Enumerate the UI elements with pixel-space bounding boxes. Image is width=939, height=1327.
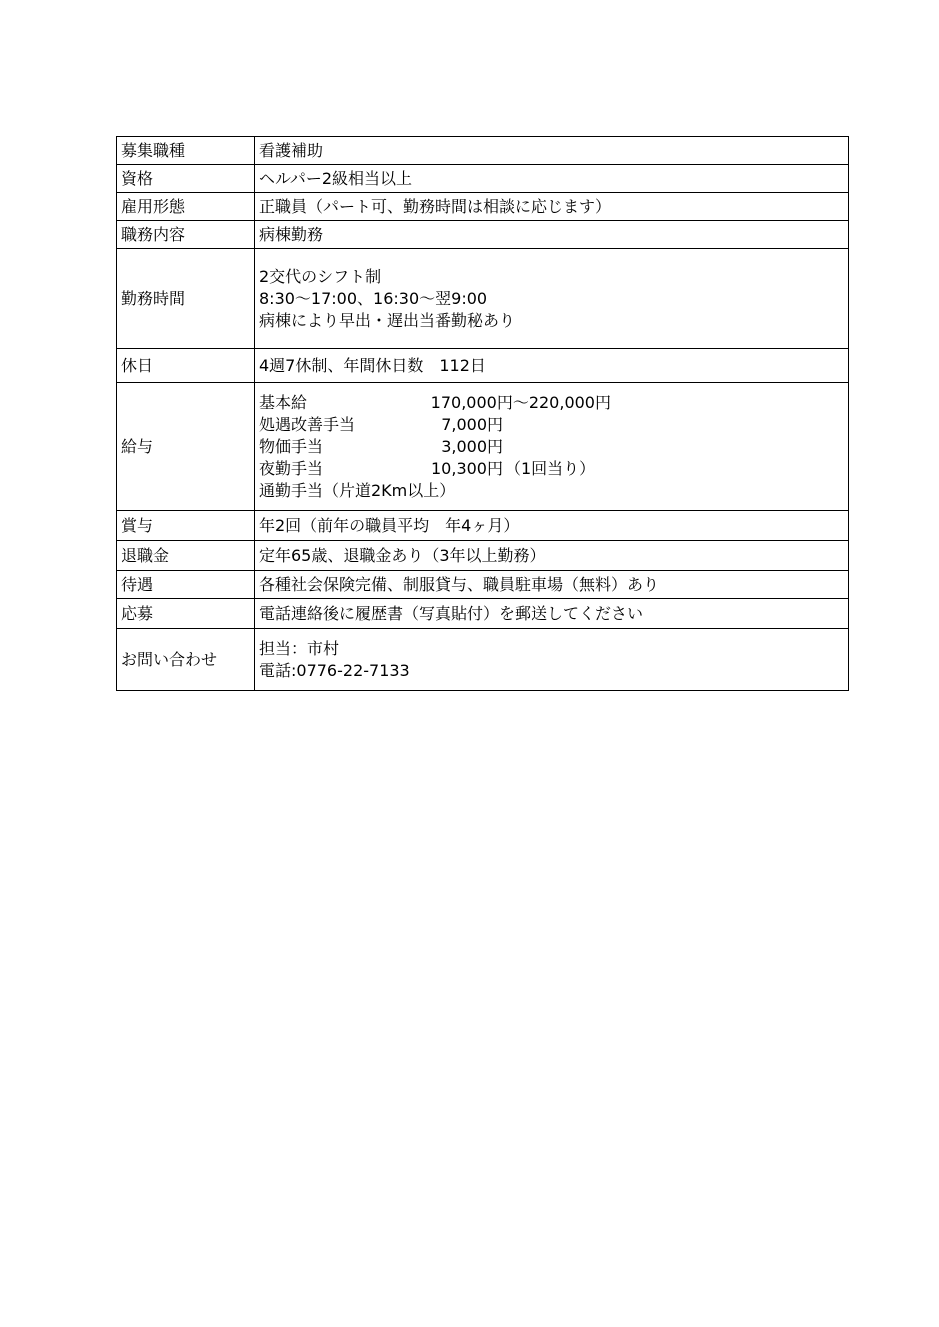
contact-phone: 電話:0776-22-7133 [259,660,410,680]
row-label: お問い合わせ [117,629,255,691]
salary-line [259,392,844,414]
row-value [255,383,849,511]
row-bonus [117,511,849,541]
salary-item-name: 処遇改善手当 [259,414,356,434]
row-benefits [117,571,849,599]
row-value: ヘルパー2級相当以上 [255,165,849,193]
row-value: 正職員（パート可、勤務時間は相談に応じます） [255,193,849,221]
row-label: 給与 [117,383,255,511]
contact-person: 担当：市村 [259,638,340,658]
row-value: 定年65歳、退職金あり（3年以上勤務） [255,541,849,571]
hours-line: 2交代のシフト制 [259,266,382,286]
row-retirement [117,541,849,571]
row-label: 退職金 [117,541,255,571]
row-qualification [117,165,849,193]
row-value: 看護補助 [255,137,849,165]
row-label: 勤務時間 [117,249,255,349]
row-label: 応募 [117,599,255,629]
row-application [117,599,849,629]
row-label: 待遇 [117,571,255,599]
row-label: 職務内容 [117,221,255,249]
recruitment-table [116,136,849,691]
salary-extra: 通勤手当（片道2Km以上） [259,480,456,500]
row-employment-type [117,193,849,221]
row-label: 休日 [117,349,255,383]
row-value: 病棟勤務 [255,221,849,249]
salary-line [259,414,844,436]
salary-line [259,458,844,480]
hours-line: 8:30～17:00、16:30～翌9:00 [259,288,488,308]
salary-item-note: （1回当り） [505,458,596,478]
salary-item-name: 基本給 [259,392,308,412]
salary-item-amount: 10,300円 [431,458,503,478]
row-value: 年2回（前年の職員平均 年4ヶ月） [255,511,849,541]
row-holidays [117,349,849,383]
row-value: 電話連絡後に履歴書（写真貼付）を郵送してください [255,599,849,629]
salary-item-amount: 3,000円 [441,436,503,456]
salary-item-amount: 7,000円 [441,414,503,434]
row-value [255,249,849,349]
hours-line: 病棟により早出・遅出当番勤秘あり [259,310,516,330]
row-job-type [117,137,849,165]
row-value [255,629,849,691]
salary-line [259,436,844,458]
row-label: 募集職種 [117,137,255,165]
row-working-hours [117,249,849,349]
row-salary [117,383,849,511]
row-label: 賞与 [117,511,255,541]
salary-item-name: 夜勤手当 [259,458,324,478]
row-contact [117,629,849,691]
row-value: 各種社会保険完備、制服貸与、職員駐車場（無料）あり [255,571,849,599]
row-duties [117,221,849,249]
salary-item-name: 物価手当 [259,436,324,456]
row-label: 雇用形態 [117,193,255,221]
row-value: 4週7休制、年間休日数 112日 [255,349,849,383]
row-label: 資格 [117,165,255,193]
salary-item-amount: 170,000円～220,000円 [430,392,611,412]
